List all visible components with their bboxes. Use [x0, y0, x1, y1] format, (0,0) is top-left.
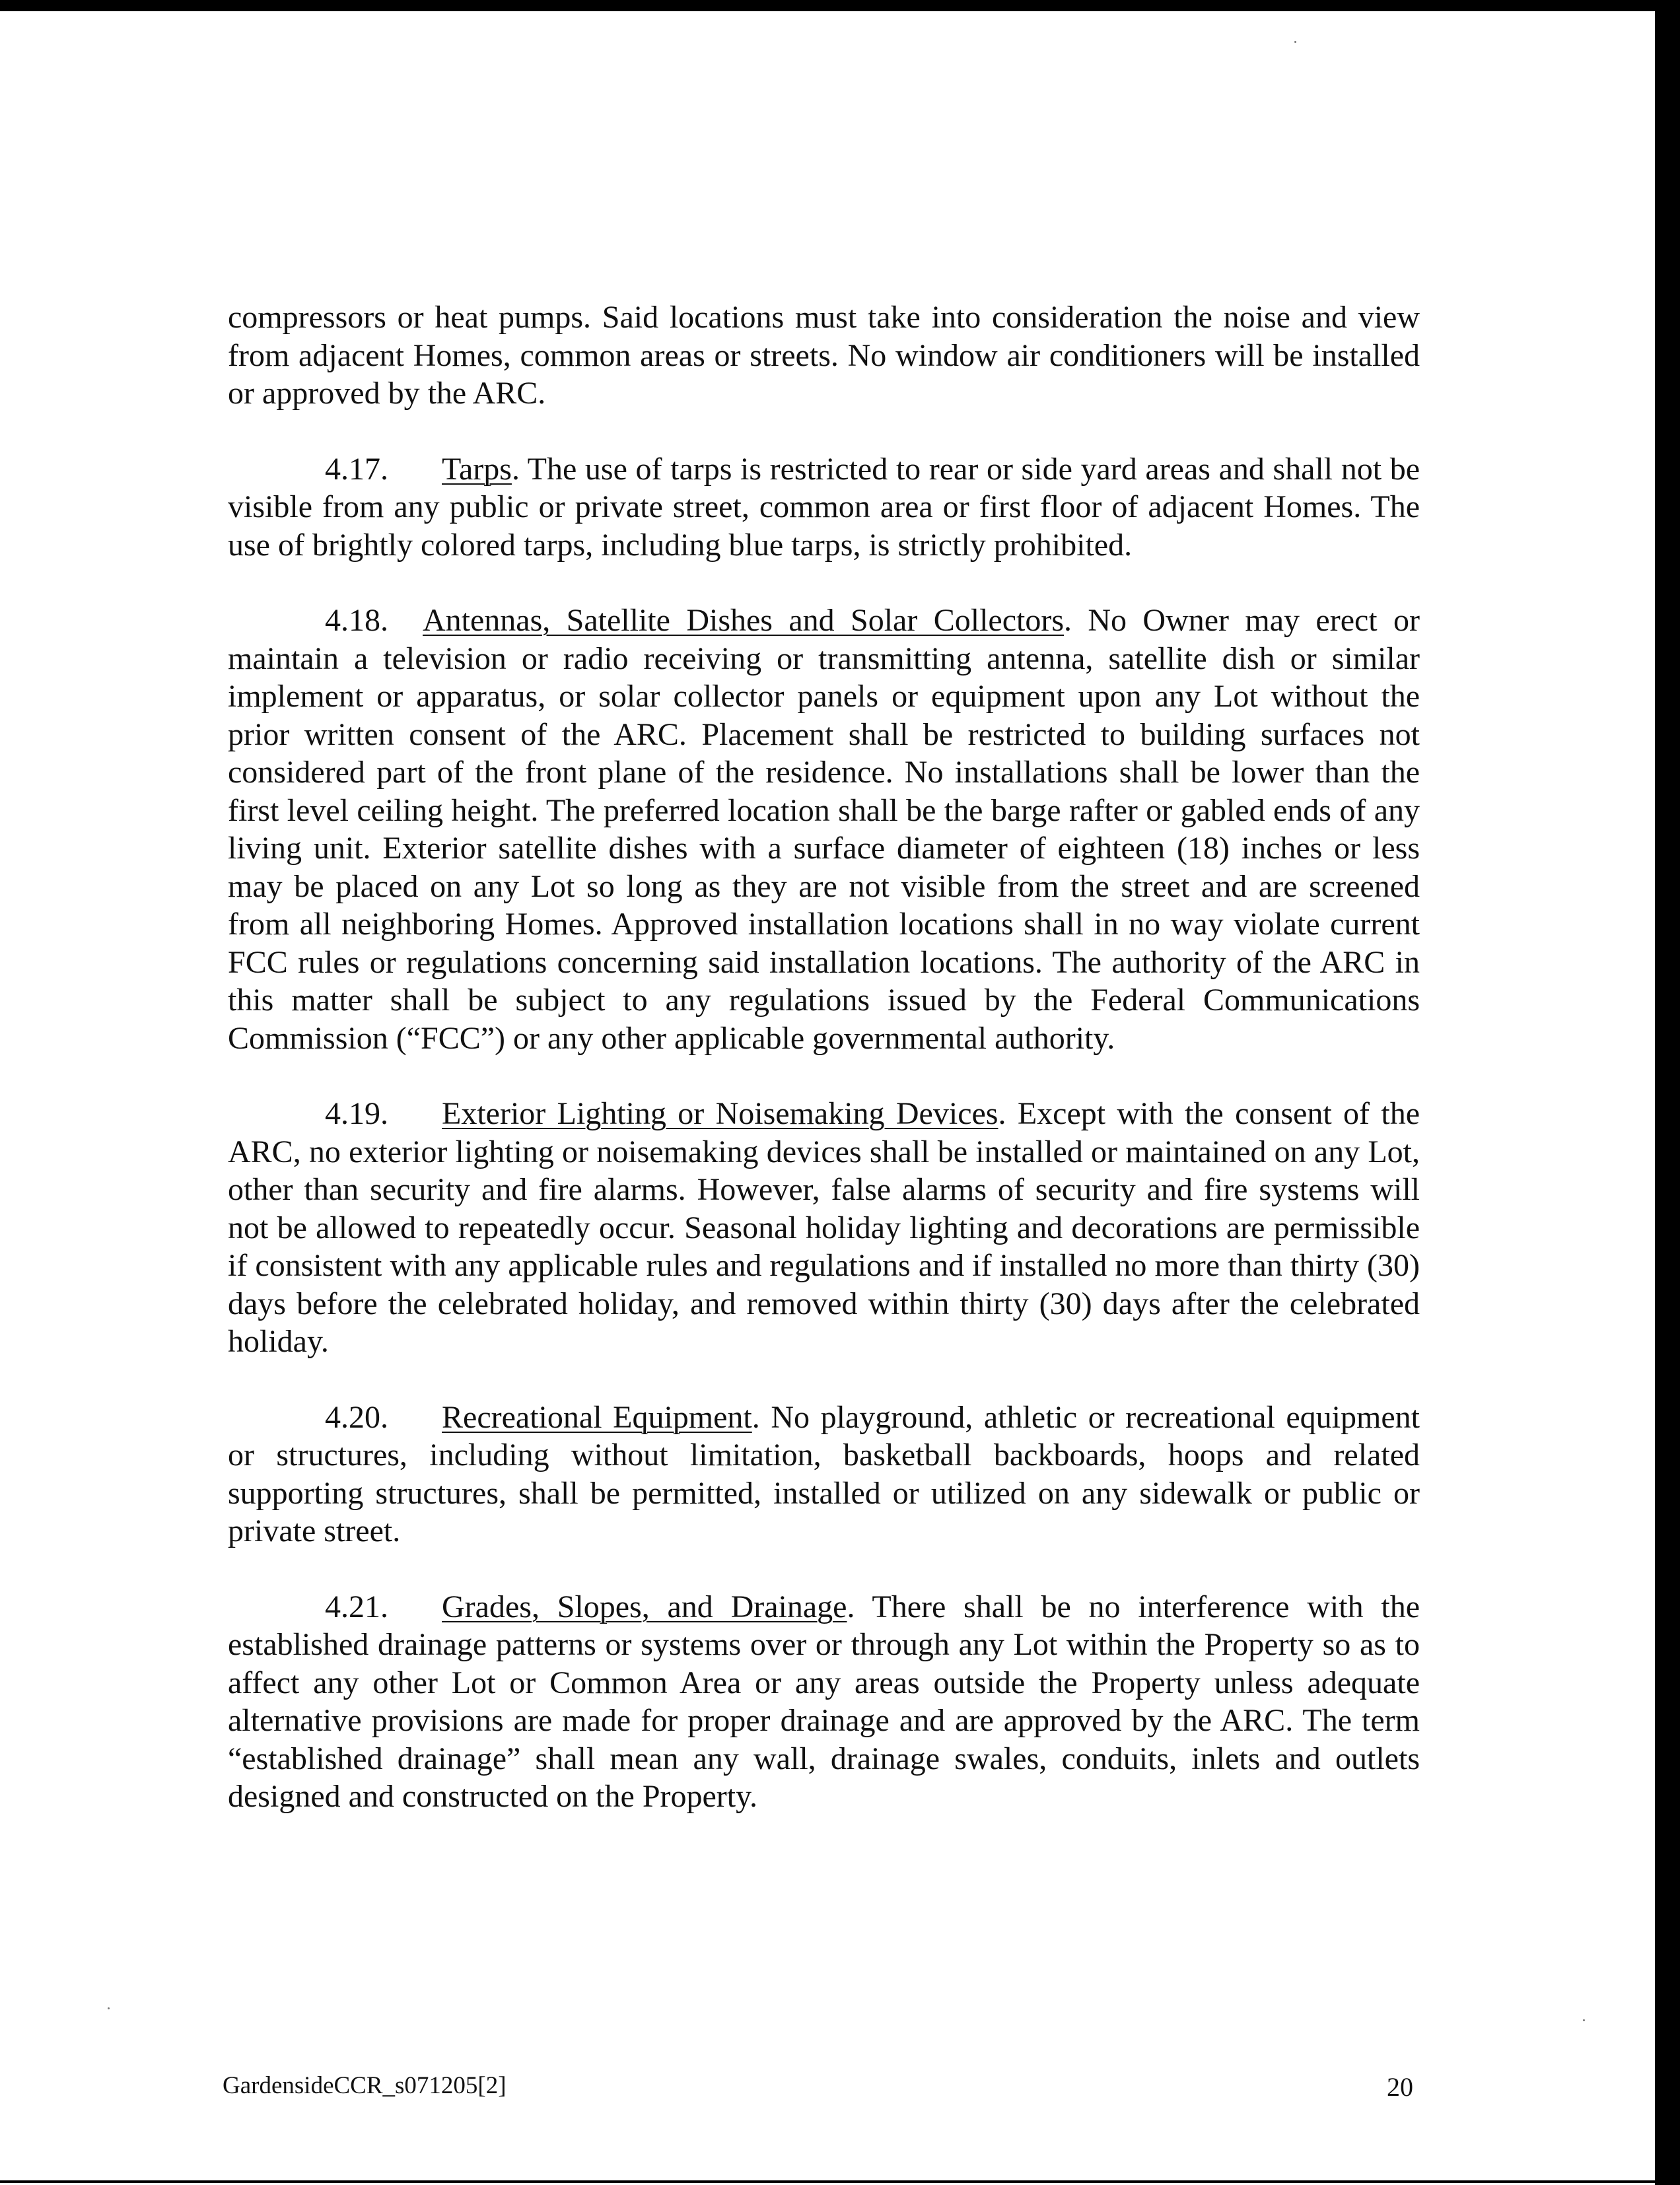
section-body: . The use of tarps is restricted to rear or side yard areas and shall not be visible from any public or private street, common area or first floor of adjacent Homes. The use of brightly colored tarps, including blue tarps, is strictly prohibited.	[228, 451, 1420, 563]
scan-border-right	[1655, 0, 1680, 2185]
footer-file-name: GardensideCCR_s071205[2]	[223, 2072, 507, 2099]
section-heading: Tarps	[442, 451, 512, 487]
section-number: 4.17.	[325, 451, 388, 487]
document-body	[228, 298, 1420, 1854]
intro-paragraph: compressors or heat pumps. Said locations must take into consideration the noise and view from adjacent Homes, common areas or streets. No window air conditioners will be installed or approved by the ARC.	[228, 300, 1420, 411]
scan-border-bottom	[0, 2180, 1680, 2183]
section-number: 4.20.	[325, 1399, 388, 1435]
section-4-17	[228, 450, 1420, 565]
scan-speck	[1294, 41, 1296, 43]
section-heading: Exterior Lighting or Noisemaking Devices	[442, 1096, 998, 1131]
section-body: . Except with the consent of the ARC, no exterior lighting or noisemaking devices shall be installed or maintained on any Lot, other than security and fire alarms. However, false alarms of security and fire systems will not be allowed to repeatedly occur. Seasonal holiday lighting and decorations are permissible if consistent with any applicable rules and regulations and if installed no more than thirty (30) days before the celebrated holiday, and removed within thirty (30) days after the celebrated holiday.	[228, 1096, 1420, 1359]
scan-speck	[108, 2007, 110, 2009]
section-4-20	[228, 1399, 1420, 1550]
section-heading: Grades, Slopes, and Drainage	[442, 1589, 847, 1624]
footer-page-number: 20	[1387, 2072, 1413, 2102]
section-number: 4.21.	[325, 1589, 388, 1624]
section-number: 4.18.	[325, 603, 388, 638]
section-heading: Antennas, Satellite Dishes and Solar Collectors	[423, 603, 1065, 638]
scan-speck	[1583, 2019, 1585, 2021]
section-number: 4.19.	[325, 1096, 388, 1131]
section-4-19	[228, 1095, 1420, 1361]
section-body: . No playground, athletic or recreational equipment or structures, including without limitation, basketball backboards, hoops and related supporting structures, shall be permitted, installed or utilized on any sidewalk or public or private street.	[228, 1399, 1420, 1548]
section-4-21	[228, 1588, 1420, 1816]
scan-border-top	[0, 0, 1680, 11]
section-body: . There shall be no interference with the established drainage patterns or systems over or through any Lot within the Property so as to affect any other Lot or Common Area or any areas outside the Property unless adequate alternative provisions are made for proper drainage and are approved by the ARC. The term “established drainage” shall mean any wall, drainage swales, conduits, inlets and outlets designed and constructed on the Property.	[228, 1589, 1420, 1814]
section-4-18	[228, 602, 1420, 1057]
section-body: . No Owner may erect or maintain a television or radio receiving or transmitting antenna, satellite dish or similar implement or apparatus, or solar collector panels or equipment upon any Lot without the prior written consent of the ARC. Placement shall be restricted to building surfaces not considered part of the front plane of the residence. No installations shall be lower than the first level ceiling height. The preferred location shall be the barge rafter or gabled ends of any living unit. Exterior satellite dishes with a surface diameter of eighteen (18) inches or less may be placed on any Lot so long as they are not visible from the street and are screened from all neighboring Homes. Approved installation locations shall in no way violate current FCC rules or regulations concerning said installation locations. The authority of the ARC in this matter shall be subject to any regulations issued by the Federal Communications Commission (“FCC”) or any other applicable governmental authority.	[228, 603, 1420, 1056]
section-heading: Recreational Equipment	[442, 1399, 752, 1435]
